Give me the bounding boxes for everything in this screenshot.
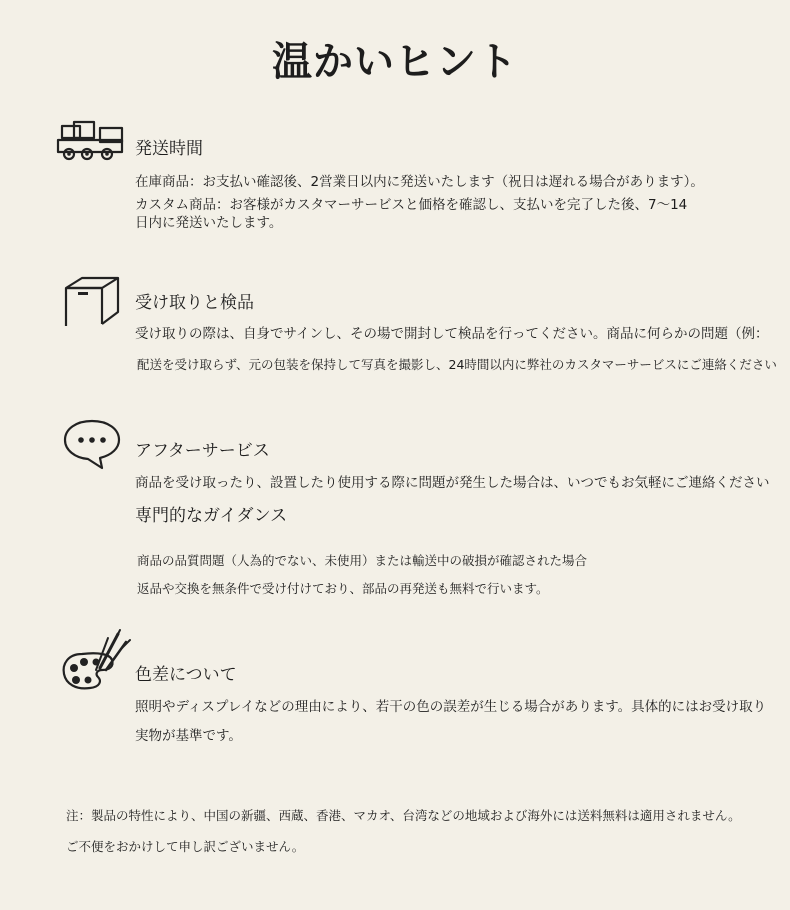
- after-sales-subheading: 専門的なガイダンス: [135, 506, 288, 526]
- section-heading-color: 色差について: [135, 665, 237, 685]
- shipping-text-line: 在庫商品：お支払い確認後、2営業日以内に発送いたします（祝日は遅れる場合があります）。: [135, 174, 704, 190]
- box-icon: [62, 274, 122, 330]
- after-sales-text-line: 商品を受け取ったり、設置したり使用する際に問題が発生した場合は、いつでもお気軽にご連絡ください: [135, 475, 770, 491]
- section-heading-inspection: 受け取りと検品: [135, 293, 254, 313]
- palette-icon: [60, 628, 132, 694]
- shipping-text-line: 日内に発送いたします。: [135, 215, 283, 231]
- after-sales-text-line: 商品の品質問題（人為的でない、未使用）または輸送中の破損が確認された場合: [137, 553, 588, 568]
- shipping-text-line: カスタム商品：お客様がカスタマーサービスと価格を確認し、支払いを完了した後、7〜14: [135, 197, 688, 213]
- apology-note: ご不便をおかけして申し訳ございません。: [66, 839, 305, 854]
- section-heading-shipping: 発送時間: [135, 139, 203, 159]
- truck-icon: [56, 120, 126, 164]
- section-heading-after-sales: アフターサービス: [135, 441, 270, 461]
- after-sales-text-line: 返品や交換を無条件で受け付けており、部品の再発送も無料で行います。: [137, 581, 549, 596]
- page-title: 温かいヒント: [272, 39, 518, 85]
- color-text-line: 照明やディスプレイなどの理由により、若干の色の誤差が生じる場合があります。具体的にはお受け取り: [135, 699, 767, 715]
- shipping-note: 注：製品の特性により、中国の新疆、西蔵、香港、マカオ、台湾などの地域および海外には送料無料は適用されません。: [66, 808, 741, 823]
- color-text-line: 実物が基準です。: [135, 728, 242, 744]
- inspection-text-line: 受け取りの際は、自身でサインし、その場で開封して検品を行ってください。商品に何らかの問題（例：: [135, 326, 769, 342]
- inspection-text-line: 配送を受け取らず、元の包装を保持して写真を撮影し、24時間以内に弊社のカスタマーサービスにご連絡ください: [137, 357, 777, 372]
- chat-bubble-icon: [62, 418, 122, 470]
